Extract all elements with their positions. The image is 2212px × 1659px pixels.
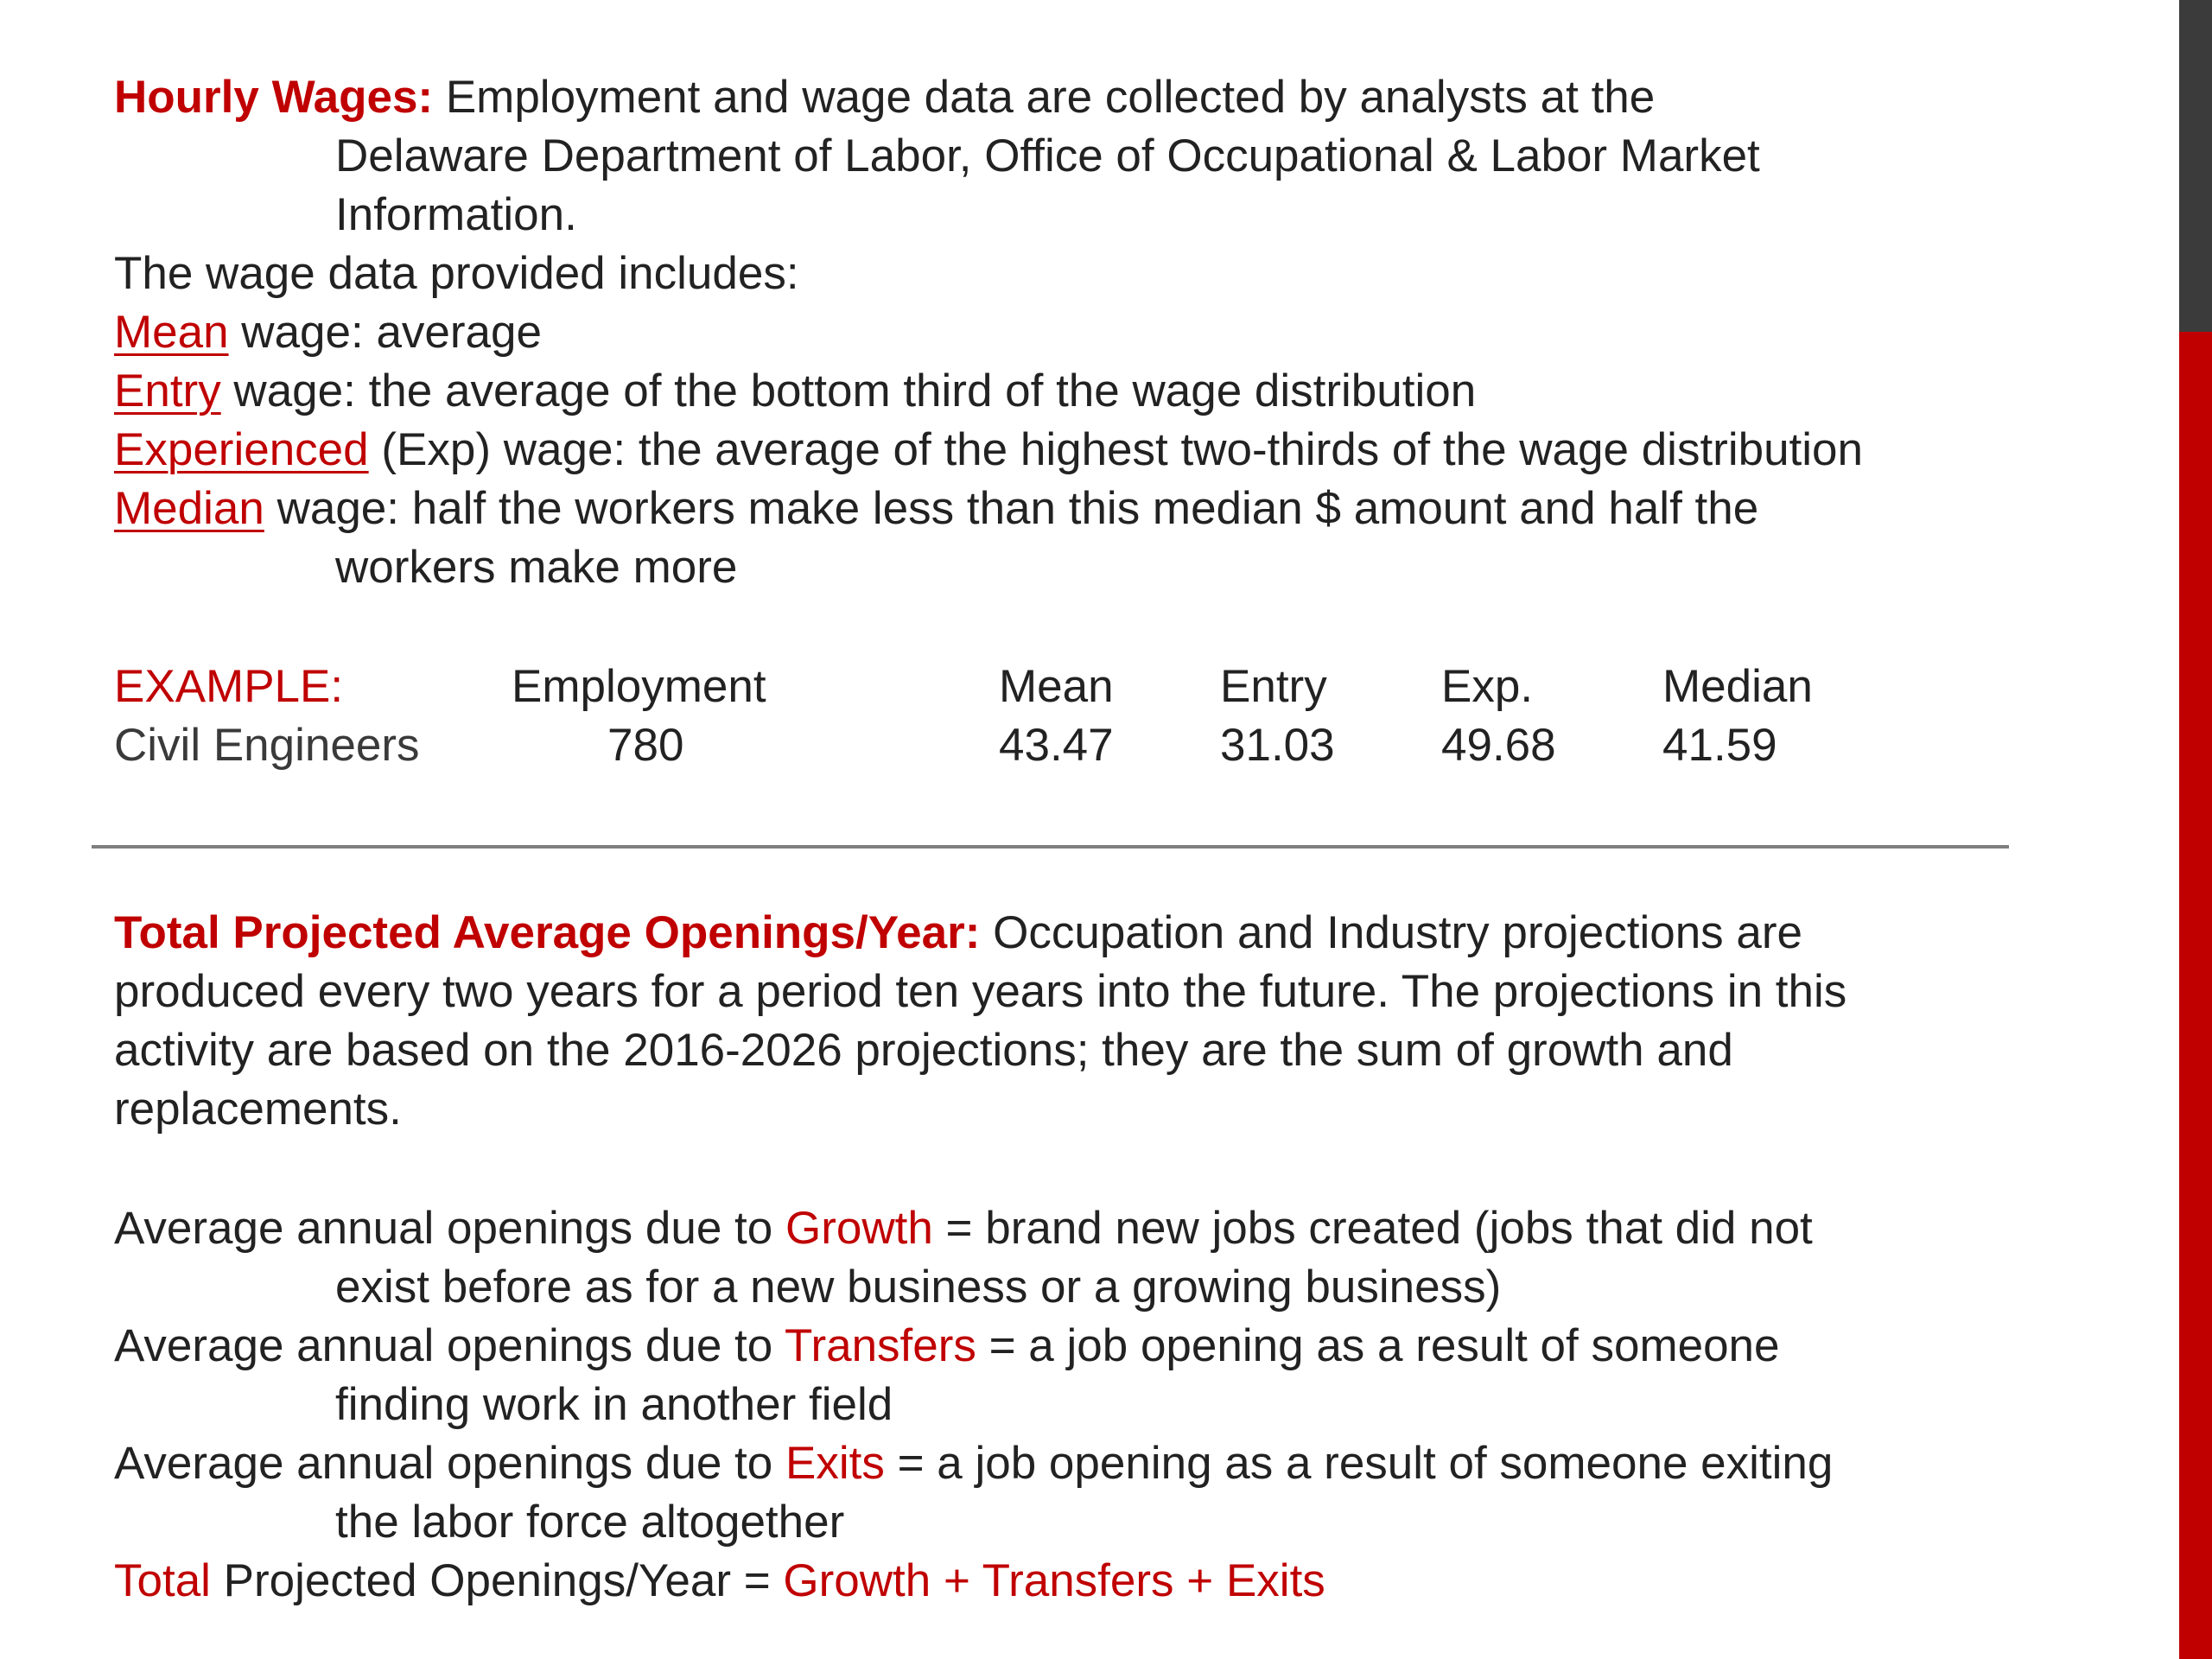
example-mean: 43.47 [999,720,1114,771]
term-entry: Entry [114,365,221,416]
openings-intro [114,904,2058,963]
openings-growth-prefix: Average annual openings due to [114,1203,785,1254]
definition-median-continued: workers make more [335,542,738,593]
hourly-intro-line-2: Delaware Department of Labor, Office of Occupational & Labor Market [335,130,1760,181]
header-mean: Mean [999,661,1114,712]
example-exp: 49.68 [1441,720,1556,771]
definition-mean [114,303,2058,362]
openings-transfers-text: = a job opening as a result of someone [976,1320,1780,1371]
openings-transfers-prefix: Average annual openings due to [114,1320,785,1371]
example-entry: 31.03 [1220,720,1335,771]
total-openings-sum: Growth + Transfers + Exits [783,1555,1325,1606]
openings-exits-text: = a job opening as a result of someone exiting [884,1438,1834,1489]
total-openings-formula [114,1552,2058,1611]
definition-experienced-text: (Exp) wage: the average of the highest two-thirds of the wage distribution [368,424,1863,475]
total-openings-text: Projected Openings/Year = [210,1555,784,1606]
hourly-intro-text-1: Employment and wage data are collected by analysts at the [433,72,1656,123]
hourly-wages-heading: Hourly Wages: [114,72,434,123]
header-median: Median [1662,661,1813,712]
openings-exits-prefix: Average annual openings due to [114,1438,785,1489]
definition-entry [114,362,2058,421]
openings-growth-continued: exist before as for a new business or a growing business) [335,1262,1502,1313]
term-mean: Mean [114,307,229,358]
example-label: EXAMPLE: [114,661,344,712]
openings-exits [114,1434,2058,1493]
openings-intro-line-4: replacements. [114,1084,402,1135]
section-divider [92,845,2009,849]
openings-heading: Total Projected Average Openings/Year: [114,907,981,958]
hourly-wages-intro [114,68,2058,127]
hourly-intro-line-3: Information. [335,189,577,240]
openings-growth [114,1199,2058,1258]
term-median: Median [114,483,264,534]
term-growth: Growth [785,1203,933,1254]
definition-entry-text: wage: the average of the bottom third of the wage distribution [220,365,1477,416]
term-exits: Exits [785,1438,885,1489]
header-employment: Employment [512,661,766,712]
example-occupation: Civil Engineers [114,720,420,771]
term-transfers: Transfers [785,1320,976,1371]
sidebar-accent-red [2179,332,2212,1659]
wage-data-includes: The wage data provided includes: [114,248,799,299]
openings-transfers-continued: finding work in another field [335,1379,893,1430]
example-employment: 780 [607,720,684,771]
openings-growth-text: = brand new jobs created (jobs that did not [932,1203,1813,1254]
definition-mean-text: wage: average [228,307,542,358]
openings-transfers [114,1317,2058,1376]
openings-intro-text-1: Occupation and Industry projections are [980,907,1802,958]
definition-median [114,480,2058,538]
definition-median-text: wage: half the workers make less than this median $ amount and half the [264,483,1759,534]
sidebar-accent-dark [2179,0,2212,332]
definition-experienced [114,421,2058,480]
header-exp: Exp. [1441,661,1534,712]
openings-intro-line-2: produced every two years for a period ten years into the future. The projections in this [114,966,1847,1017]
term-experienced: Experienced [114,424,369,475]
term-total: Total [114,1555,211,1606]
header-entry: Entry [1220,661,1327,712]
example-median: 41.59 [1662,720,1777,771]
openings-intro-line-3: activity are based on the 2016-2026 projections; they are the sum of growth and [114,1025,1733,1076]
openings-exits-continued: the labor force altogether [335,1497,845,1548]
